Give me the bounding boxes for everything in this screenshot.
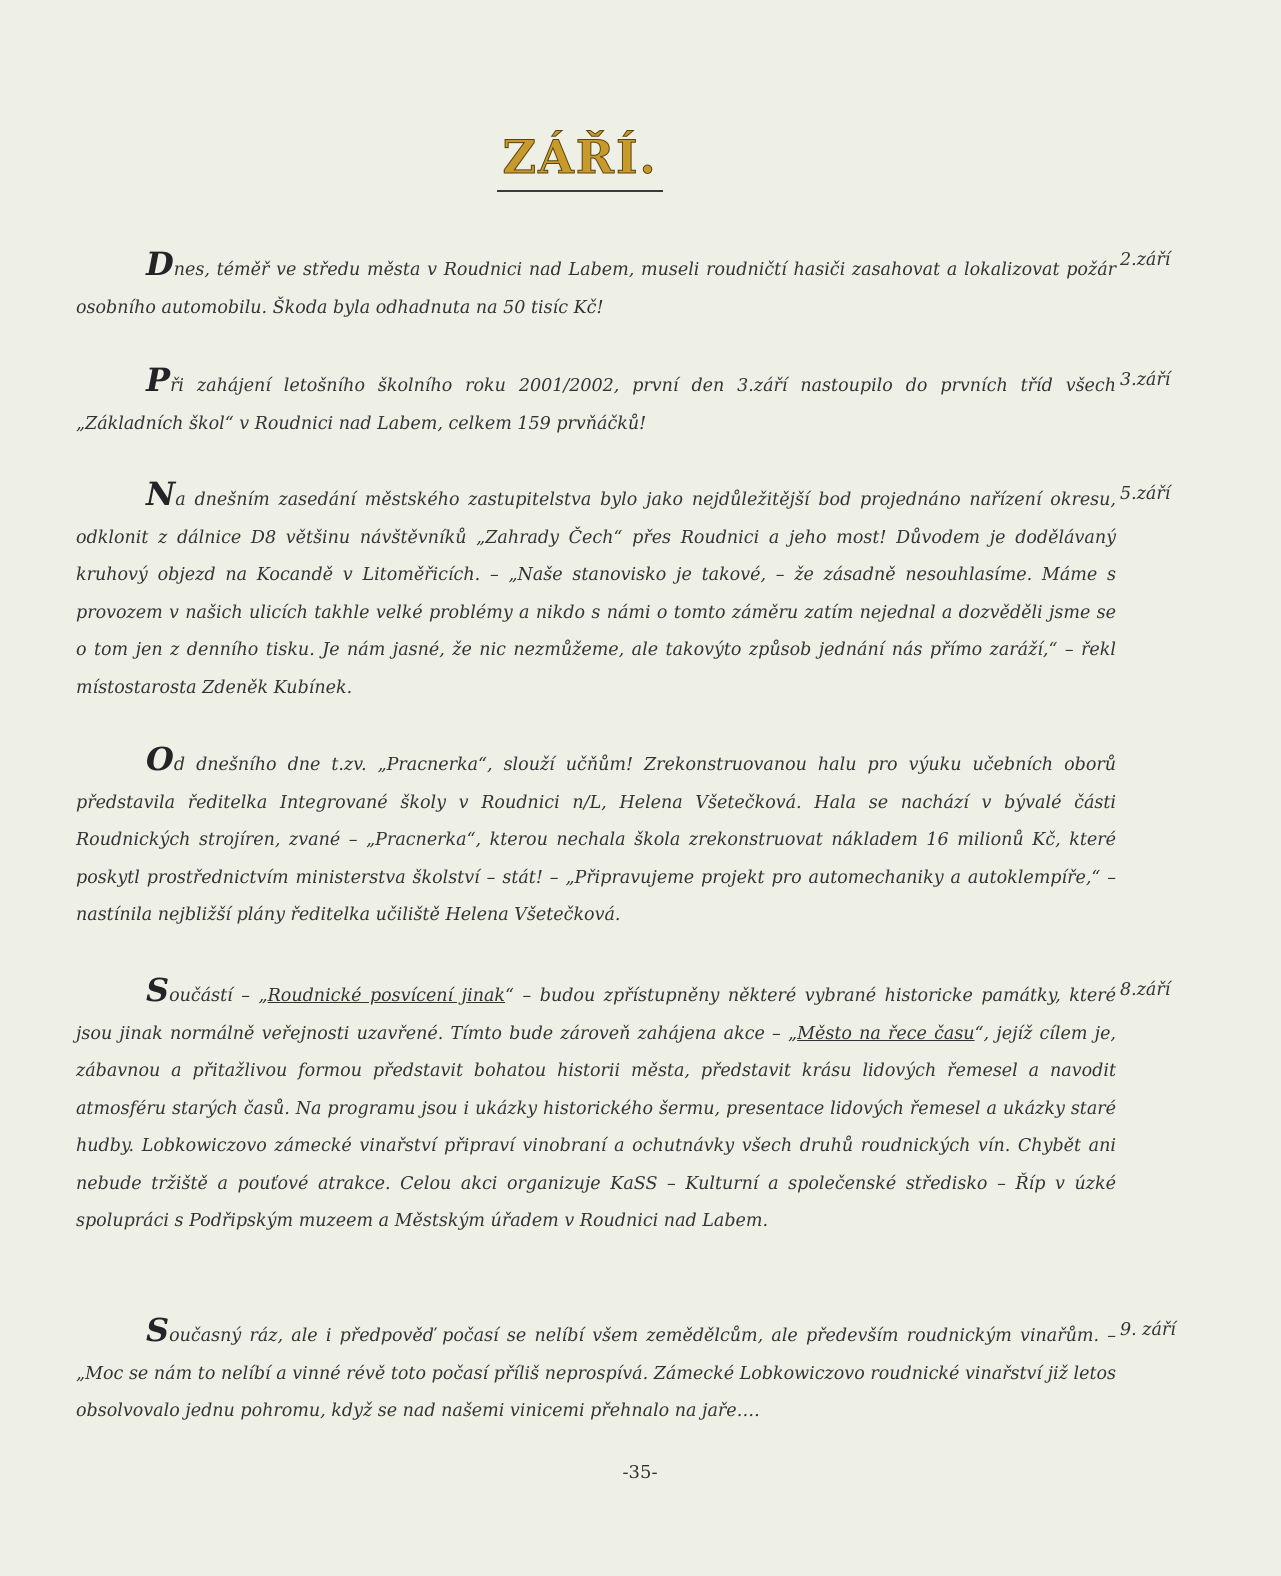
- entry-text: “ – budou zpřístupněny některé vybrané historicke památky, které jsou jinak normálně veřejnosti uzavřené. Tímto bude zároveň zahájena akce – „: [76, 986, 1116, 1044]
- initial-letter: S: [146, 1311, 170, 1349]
- entry-date: 2.září: [1120, 250, 1171, 270]
- entry-paragraph: [76, 476, 1116, 707]
- entry-date: 9. září: [1120, 1320, 1176, 1340]
- page-title: ZÁŘÍ.: [497, 128, 663, 192]
- initial-letter: D: [146, 245, 174, 283]
- initial-letter: P: [146, 361, 171, 399]
- entry-text: d dnešního dne t.zv. „Pracnerka“, slouží učňům! Zrekonstruovanou halu pro výuku učebních oborů představila ředitelka Integrované školy v Roudnici n/L, Helena Všetečková. Hala se nachází v bývalé části Roudnických strojíren, zvané – „Pracnerka“, kterou nechala škola zrekonstruovat nákladem 16 milionů Kč, které poskytl prostřednictvím ministerstva školství – stát! – „Připravujeme projekt pro automechaniky a autoklempíře,“ – nastínila nejbližší plány ředitelka učiliště Helena Všetečková.: [76, 755, 1116, 925]
- entry-text: ři zahájení letošního školního roku 2001/2002, první den 3.září nastoupilo do prvních tříd všech „Základních škol“ v Roudnici nad Labem, celkem 159 prvňáčků!: [76, 376, 1116, 434]
- initial-letter: S: [146, 971, 170, 1009]
- page-number: -35-: [622, 1462, 658, 1483]
- initial-letter: O: [146, 740, 174, 778]
- event-name-underlined: Město na řece času: [797, 1023, 975, 1044]
- entry-date: 5.září: [1120, 484, 1171, 504]
- entry-text: “, jejíž cílem je, zábavnou a přitažlivou formou představit bohatou historii města, představit krásu lidových řemesel a navodit atmosféru starých časů. Na programu jsou i ukázky historického šermu, presentace lidových řemesel a ukázky staré hudby. Lobkowiczovo zámecké vinařství připraví vinobraní a ochutnávky všech druhů roudnických vín. Chybět ani nebude tržiště a pouťové atrakce. Celou akci organizuje KaSS – Kulturní a společenské středisko – Říp v úzké spolupráci s Podřipským muzeem a Městským úřadem v Roudnici nad Labem.: [76, 1023, 1117, 1231]
- entry-text: nes, téměř ve středu města v Roudnici nad Labem, museli roudničtí hasiči zasahovat a lokalizovat požár osobního automobilu. Škoda byla odhadnuta na 50 tisíc Kč!: [76, 260, 1116, 318]
- entry-paragraph: [76, 362, 1116, 443]
- entry-date: 8.září: [1120, 980, 1171, 1000]
- entry-paragraph: [76, 1312, 1116, 1431]
- entry-text: oučasný ráz, ale i předpověď počasí se nelíbí všem zemědělcům, ale především roudnickým vinařům. – „Moc se nám to nelíbí a vinné révě toto počasí příliš neprospívá. Zámecké Lobkowiczovo roudnické vinařství již letos obsolvovalo jednu pohromu, když se nad našemi vinicemi přehnalo na jaře….: [76, 1326, 1116, 1421]
- entry-paragraph: [76, 246, 1116, 327]
- entry-paragraph: [76, 972, 1116, 1241]
- event-name-underlined: Roudnické posvícení jinak: [267, 986, 506, 1006]
- initial-letter: N: [146, 475, 176, 513]
- entry-text: a dnešním zasedání městského zastupitelstva bylo jako nejdůležitější bod projednáno nařízení okresu, odklonit z dálnice D8 většinu návštěvníků „Zahrady Čech“ přes Roudnici a jeho most! Důvodem je dodělávaný kruhový objezd na Kocandě v Litoměřicích. – „Naše stanovisko je takové, – že zásadně nesouhlasíme. Máme s provozem v našich ulicích takhle velké problémy a nikdo s námi o tomto záměru zatím nejednal a dozvěděli jsme se o tom jen z denního tisku. Je nám jasné, že nic nezmůžeme, ale takovýto způsob jednání nás přímo zaráží,“ – řekl místostarosta Zdeněk Kubínek.: [76, 490, 1116, 698]
- entry-date: 3.září: [1120, 370, 1171, 390]
- entry-paragraph: [76, 741, 1116, 935]
- entry-text: oučástí – „: [169, 986, 268, 1006]
